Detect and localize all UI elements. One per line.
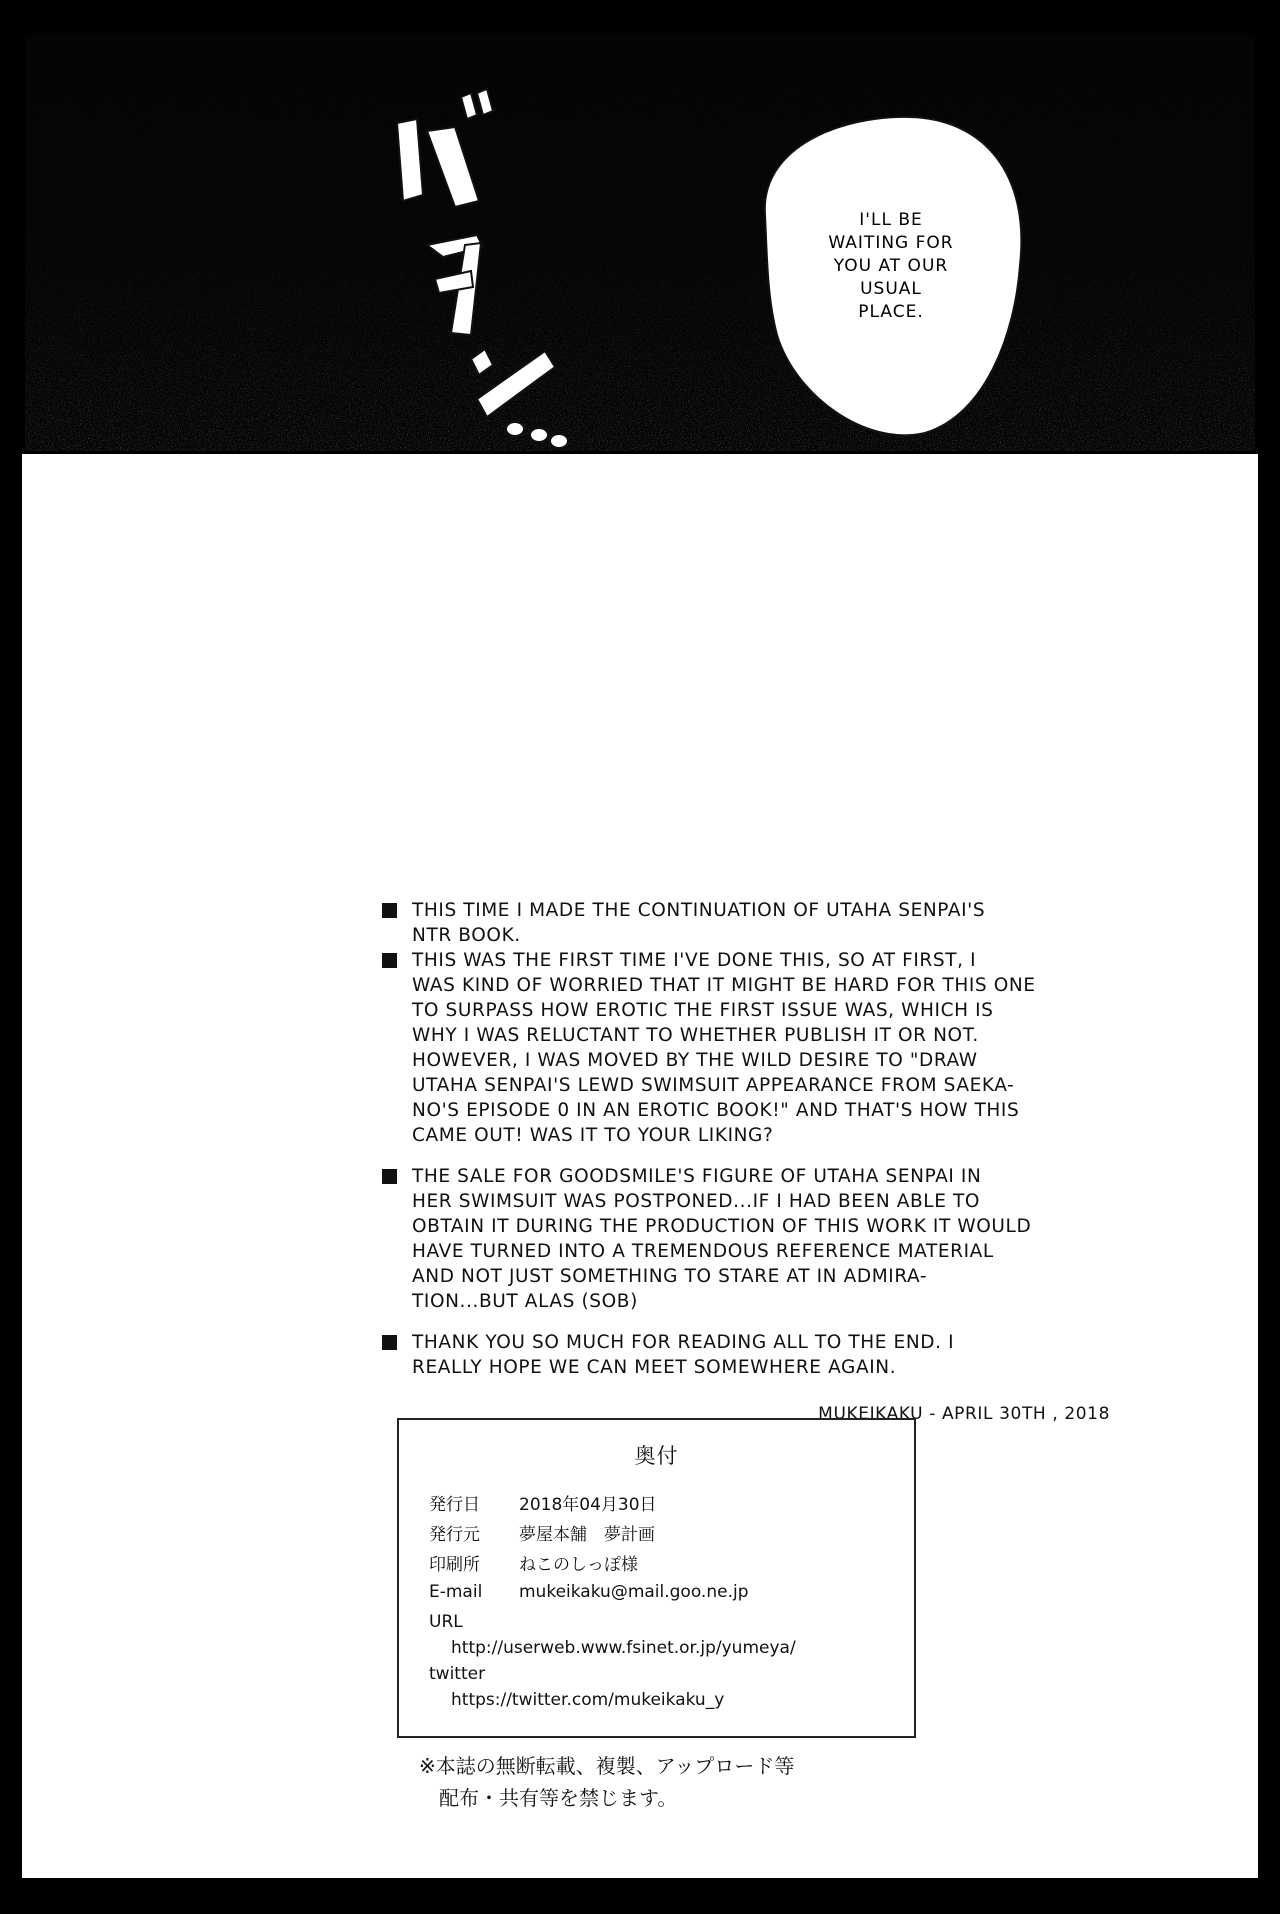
note-item (382, 898, 1122, 948)
note-line: THANK YOU SO MUCH FOR READING ALL TO THE END. I (412, 1332, 955, 1353)
note-line: UTAHA SENPAI'S LEWD SWIMSUIT APPEARANCE FROM SAEKA- (412, 1075, 1015, 1096)
notice-line: 配布・共有等を禁じます。 (439, 1786, 678, 1810)
note-line: NO'S EPISODE 0 IN AN EROTIC BOOK!" AND THAT'S HOW THIS (412, 1100, 1020, 1121)
note-item (382, 948, 1122, 1148)
bubble-line: YOU AT OUR (833, 256, 949, 276)
note-line: THE SALE FOR GOODSMILE'S FIGURE OF UTAHA SENPAI IN (412, 1166, 982, 1187)
note-line: TION...BUT ALAS (SOB) (412, 1291, 638, 1312)
bubble-line: WAITING FOR (828, 233, 954, 253)
note-item (382, 1164, 1122, 1314)
colophon-url-label: URL (429, 1612, 463, 1632)
square-bullet-icon (382, 953, 397, 968)
square-bullet-icon (382, 1169, 397, 1184)
colophon-value: 夢屋本舗 夢計画 (519, 1525, 655, 1545)
colophon-twitter: https://twitter.com/mukeikaku_y (451, 1690, 725, 1710)
colophon-issue-date (429, 1490, 657, 1515)
note-line: THIS WAS THE FIRST TIME I'VE DONE THIS, SO AT FIRST, I (412, 950, 977, 971)
note-line: AND NOT JUST SOMETHING TO STARE AT IN ADMIRA- (412, 1266, 928, 1287)
note-line: TO SURPASS HOW EROTIC THE FIRST ISSUE WAS, WHICH IS (412, 1000, 994, 1021)
note-line: REALLY HOPE WE CAN MEET SOMEWHERE AGAIN. (412, 1357, 897, 1378)
colophon-printer (429, 1550, 638, 1575)
copyright-notice (419, 1750, 794, 1814)
square-bullet-icon (382, 1335, 397, 1350)
note-line: WAS KIND OF WORRIED THAT IT MIGHT BE HARD FOR THIS ONE (412, 975, 1036, 996)
colophon-value: mukeikaku@mail.goo.ne.jp (519, 1582, 749, 1602)
note-line: OBTAIN IT DURING THE PRODUCTION OF THIS WORK IT WOULD (412, 1216, 1032, 1237)
notice-line: ※本誌の無断転載、複製、アップロード等 (419, 1754, 795, 1778)
speech-bubble-text (796, 209, 986, 324)
colophon-label: E-mail (429, 1582, 483, 1602)
bubble-line: PLACE. (858, 302, 924, 322)
note-line: HAVE TURNED INTO A TREMENDOUS REFERENCE MATERIAL (412, 1241, 994, 1262)
colophon-publisher (429, 1520, 655, 1545)
bubble-line: USUAL (860, 279, 922, 299)
note-line: NTR BOOK. (412, 925, 521, 946)
colophon-url: http://userweb.www.fsinet.or.jp/yumeya/ (451, 1638, 796, 1658)
colophon-label: 発行元 (429, 1525, 480, 1545)
note-line: THIS TIME I MADE THE CONTINUATION OF UTAHA SENPAI'S (412, 900, 986, 921)
note-line: HOWEVER, I WAS MOVED BY THE WILD DESIRE TO "DRAW (412, 1050, 978, 1071)
colophon-value: ねこのしっぽ様 (519, 1555, 638, 1575)
note-line: CAME OUT! WAS IT TO YOUR LIKING? (412, 1125, 774, 1146)
note-line: WHY I WAS RELUCTANT TO WHETHER PUBLISH IT OR NOT. (412, 1025, 979, 1046)
author-signature: MUKEIKAKU - APRIL 30TH , 2018 (818, 1404, 1110, 1424)
colophon-twitter-label: twitter (429, 1664, 486, 1684)
square-bullet-icon (382, 903, 397, 918)
bubble-line: I'LL BE (859, 210, 923, 230)
note-item (382, 1330, 1122, 1380)
comic-panel (22, 32, 1258, 454)
colophon-title: 奥付 (634, 1444, 679, 1468)
note-line: HER SWIMSUIT WAS POSTPONED...IF I HAD BEEN ABLE TO (412, 1191, 981, 1212)
colophon-box (397, 1418, 916, 1738)
manga-page (22, 32, 1258, 1878)
sound-effect-bata (25, 35, 1255, 451)
colophon-label: 印刷所 (429, 1555, 480, 1575)
colophon-value: 2018年04月30日 (519, 1495, 657, 1515)
colophon-email (429, 1582, 749, 1602)
afterword-notes (382, 898, 1122, 1380)
colophon-label: 発行日 (429, 1495, 480, 1515)
